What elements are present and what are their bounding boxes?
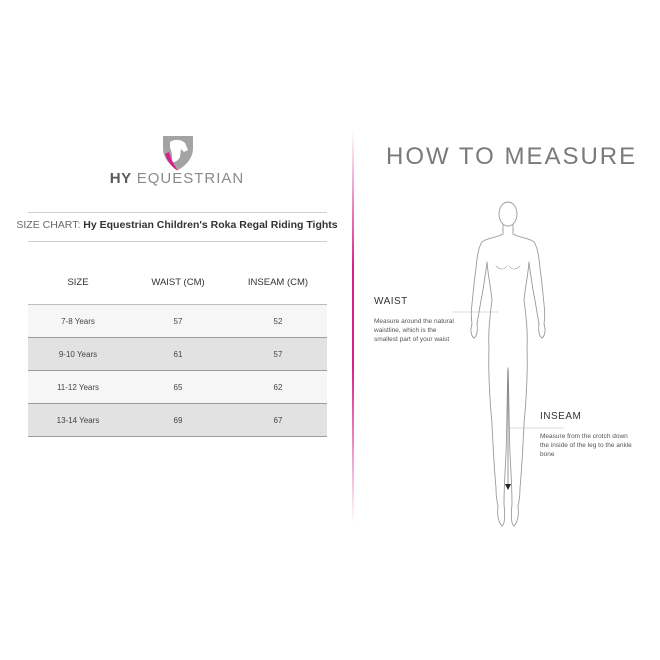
cell-size: 7-8 Years: [61, 317, 95, 326]
table-row: [28, 305, 327, 338]
divider-top: [28, 212, 327, 213]
size-chart-label: SIZE CHART:: [16, 219, 81, 231]
size-table: [28, 262, 327, 437]
cell-inseam: 62: [273, 383, 283, 392]
inseam-label: INSEAM: [540, 411, 582, 422]
column-header-size: SIZE: [67, 277, 89, 288]
cell-waist: 61: [173, 350, 183, 359]
cell-size: 13-14 Years: [56, 416, 100, 425]
how-to-measure-title: HOW TO MEASURE: [386, 143, 638, 170]
divider-bottom: [28, 241, 327, 242]
section-divider: [352, 130, 354, 525]
horse-head-shield-icon: [160, 132, 196, 172]
cell-size: 11-12 Years: [56, 383, 100, 392]
body-outline-figure: [452, 196, 564, 532]
size-chart-title: [0, 219, 354, 231]
cell-size: 9-10 Years: [58, 350, 98, 359]
cell-waist: 69: [173, 416, 183, 425]
table-row: [28, 338, 327, 371]
cell-waist: 65: [173, 383, 183, 392]
column-header-waist: WAIST (CM): [151, 277, 205, 288]
column-header-inseam: INSEAM (CM): [247, 277, 309, 288]
cell-inseam: 67: [273, 416, 283, 425]
inseam-description: Measure from the crotch down the inside of the leg to the ankle bone: [540, 433, 632, 458]
cell-waist: 57: [173, 317, 183, 326]
table-row: [28, 404, 327, 437]
brand-prefix: HY: [109, 170, 132, 187]
table-header: [28, 262, 327, 305]
brand-wordmark: [0, 170, 354, 187]
waist-description: Measure around the natural waistline, which is the smallest part of your waist: [374, 318, 454, 343]
cell-inseam: 52: [273, 317, 283, 326]
brand-name: EQUESTRIAN: [136, 170, 245, 187]
table-row: [28, 371, 327, 404]
product-name: Hy Equestrian Children's Roka Regal Riding Tights: [83, 219, 338, 231]
waist-label: WAIST: [374, 296, 408, 307]
cell-inseam: 57: [273, 350, 283, 359]
